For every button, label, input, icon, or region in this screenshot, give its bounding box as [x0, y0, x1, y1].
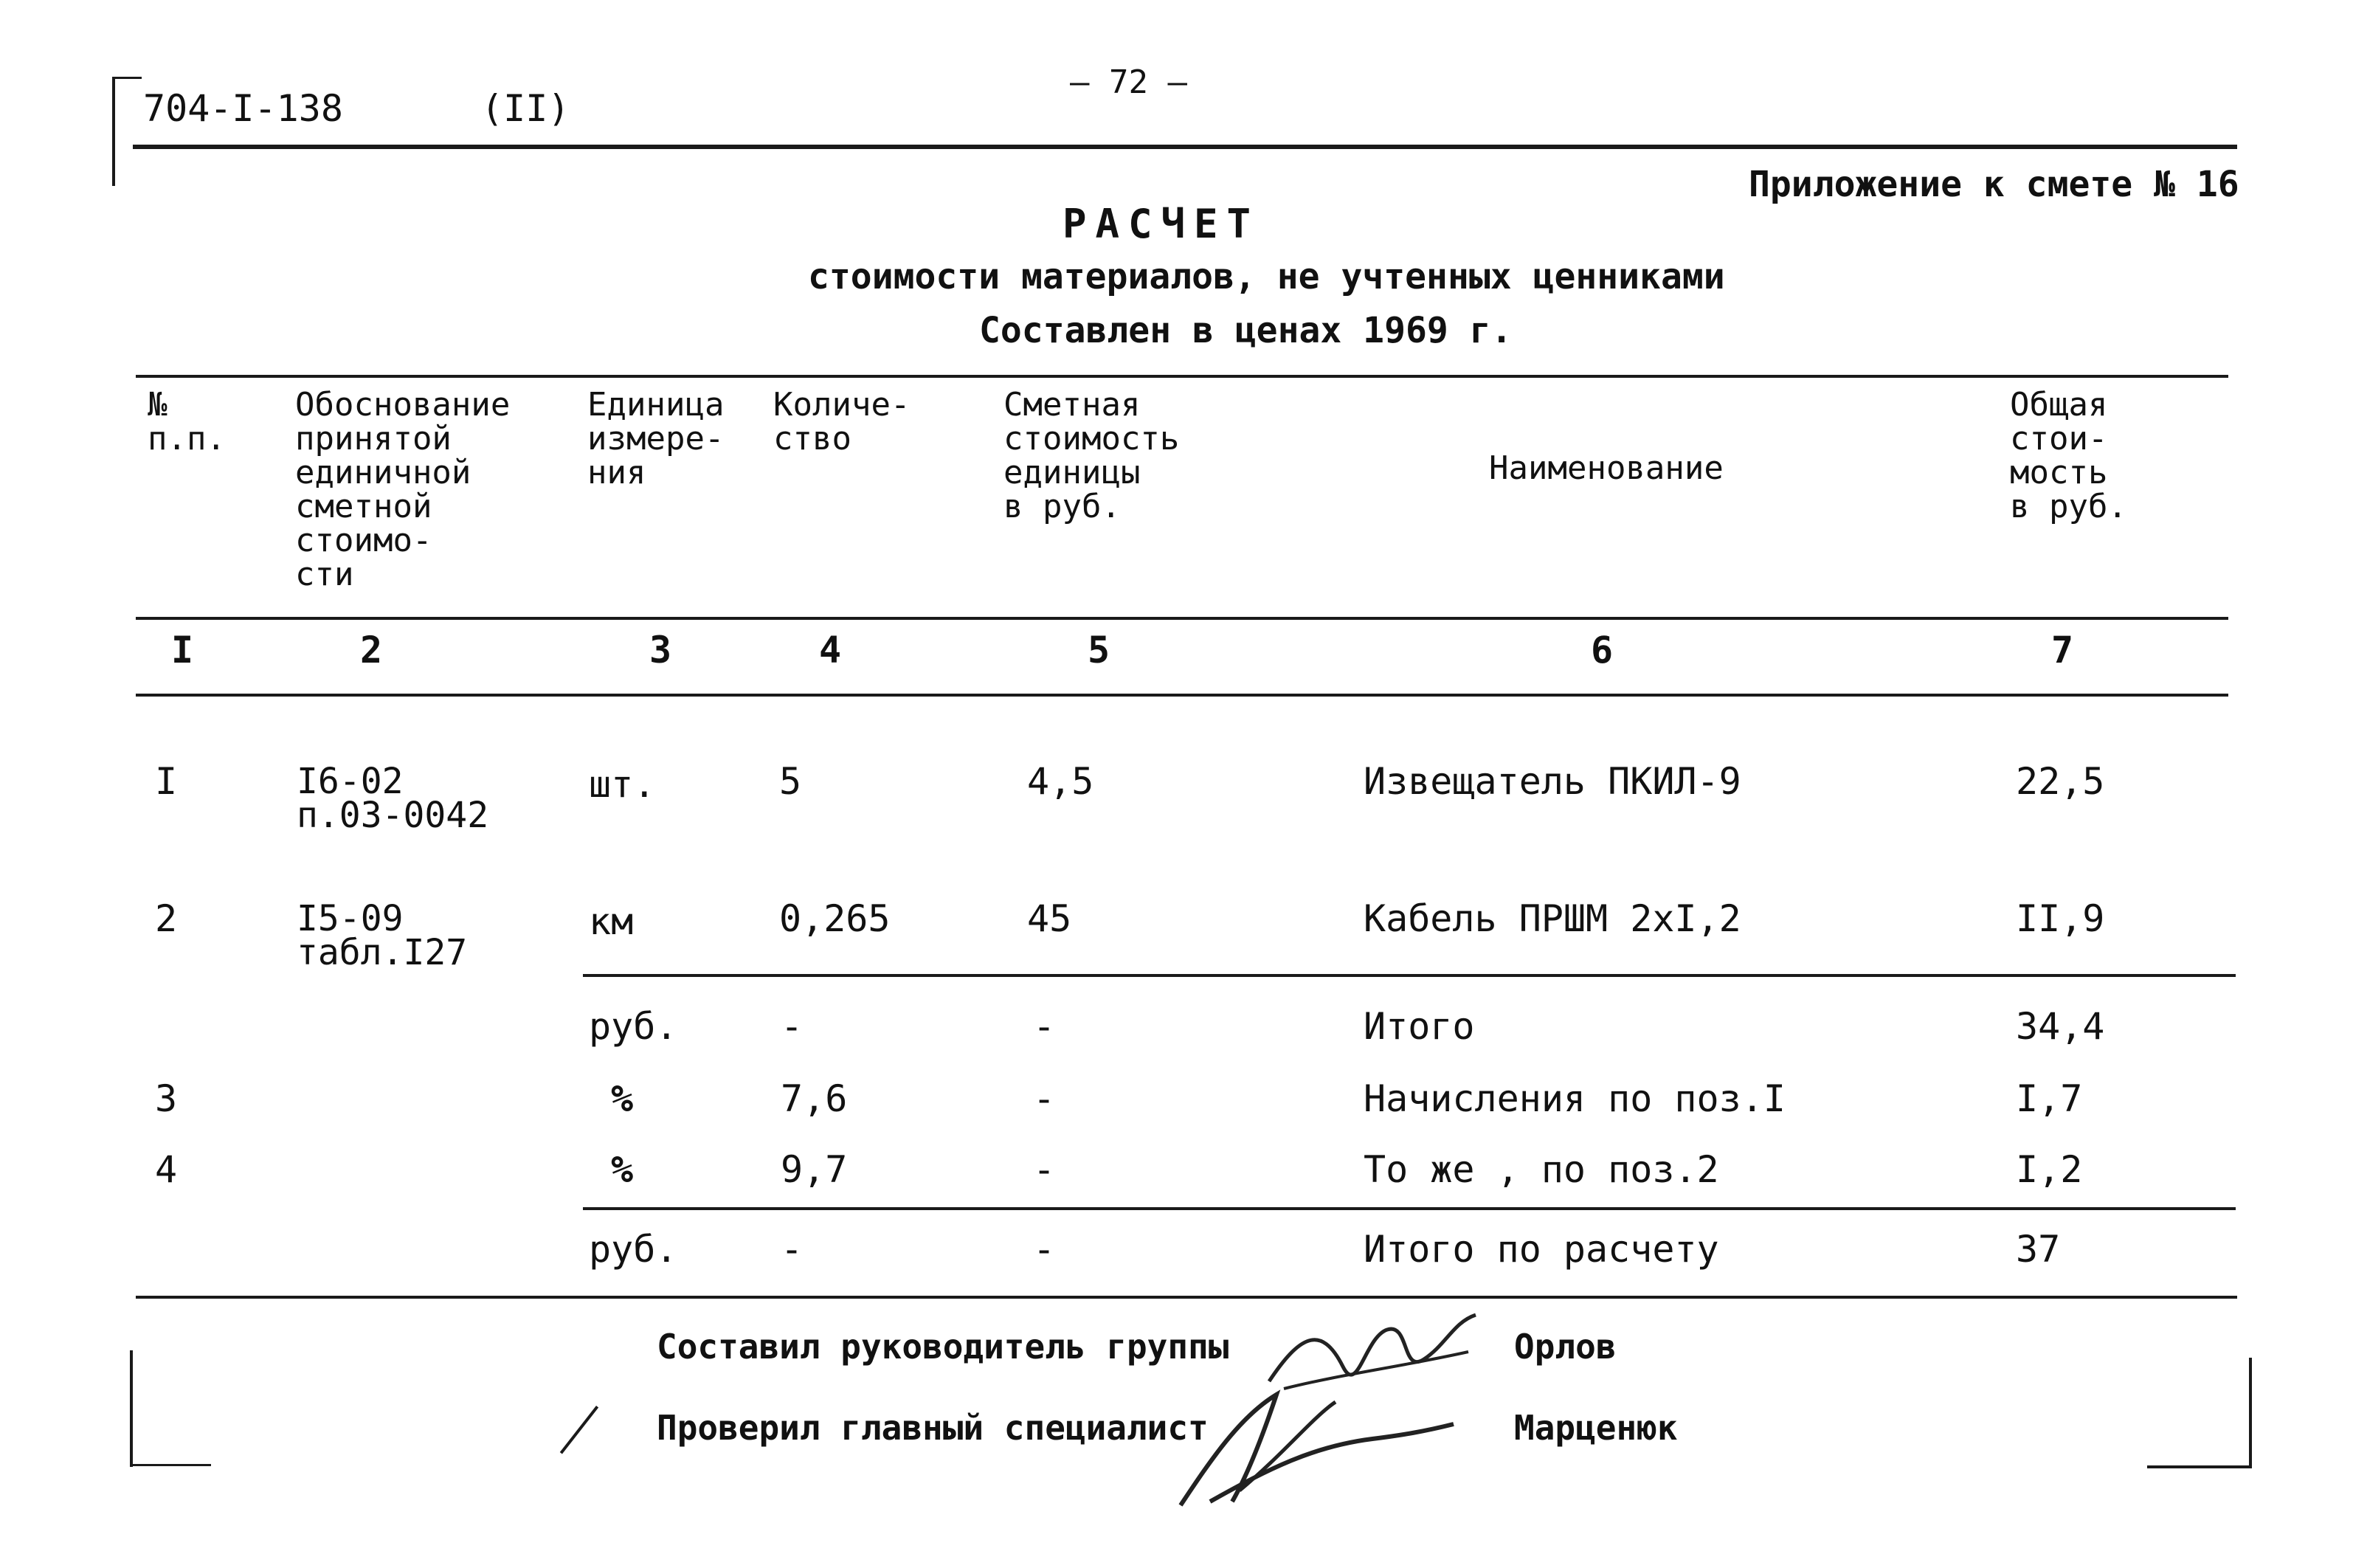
table-row-4-unit-cost: - — [1033, 1077, 1056, 1120]
appendix-label: Приложение к смете № 16 — [1749, 164, 2239, 205]
table-row-1-total: 22,5 — [2016, 760, 2105, 803]
table-row-6-name: Итого по расчету — [1364, 1228, 1719, 1271]
table-row-1-num: I — [155, 760, 178, 803]
corner-bracket-bottom-left — [130, 1350, 133, 1467]
table-row-6-unit: руб. — [589, 1228, 678, 1271]
column-header-quantity: Количе- ство — [773, 386, 911, 457]
column-header-unit-cost: Сметная стоимость единицы в руб. — [1003, 386, 1180, 525]
corner-bracket-bottom-right — [2249, 1358, 2252, 1468]
compiled-by-label: Составил руководитель группы — [657, 1327, 1229, 1367]
corner-bracket-bottom-left-h — [130, 1464, 211, 1466]
table-row-2-total: II,9 — [2016, 897, 2105, 940]
table-row-2-unit: км — [589, 900, 634, 943]
table-row-2-basis: I5-09 табл.I27 — [297, 898, 468, 973]
table-row-6-unit-cost: - — [1033, 1228, 1056, 1271]
total-rule — [583, 1207, 2236, 1210]
table-row-5-unit-cost: - — [1033, 1148, 1056, 1191]
corner-bracket-left — [112, 77, 115, 186]
table-row-4-unit: % — [611, 1077, 634, 1120]
table-row-1-name: Извещатель ПКИЛ-9 — [1364, 760, 1741, 803]
table-top-rule — [136, 375, 2228, 378]
header-bottom-rule — [136, 617, 2228, 620]
column-number-1: I — [171, 629, 194, 671]
table-row-1-unit-cost: 4,5 — [1027, 760, 1094, 803]
document-part: (II) — [481, 87, 570, 130]
table-row-3-qty: - — [781, 1005, 804, 1048]
column-number-3: 3 — [649, 629, 672, 671]
table-row-2-qty: 0,265 — [779, 897, 891, 940]
table-row-3-unit-cost: - — [1033, 1005, 1056, 1048]
table-row-3-name: Итого — [1364, 1005, 1475, 1048]
table-row-1-basis: I6-02 п.03-0042 — [297, 761, 489, 836]
table-row-1-unit: шт. — [589, 763, 656, 806]
column-numbers-rule — [136, 694, 2228, 697]
table-row-3-total: 34,4 — [2016, 1005, 2105, 1048]
signature-slash — [560, 1406, 598, 1454]
compiled-by-name: Орлов — [1514, 1327, 1617, 1367]
column-number-4: 4 — [819, 629, 842, 671]
table-row-5-name: То же , по поз.2 — [1364, 1148, 1719, 1191]
table-row-5-unit: % — [611, 1148, 634, 1191]
column-number-2: 2 — [360, 629, 383, 671]
table-row-5-total: I,2 — [2016, 1148, 2083, 1191]
table-row-2-unit-cost: 45 — [1027, 897, 1072, 940]
subtotal-rule — [583, 974, 2236, 977]
table-row-5-num: 4 — [155, 1148, 178, 1191]
table-row-5-qty: 9,7 — [781, 1148, 848, 1191]
prices-note: Составлен в ценах 1969 г. — [979, 310, 1513, 351]
table-row-6-total: 37 — [2016, 1228, 2061, 1271]
table-row-4-name: Начисления по поз.I — [1364, 1077, 1786, 1120]
checked-by-name: Марценюк — [1514, 1408, 1678, 1448]
column-header-name: Наименование — [1489, 449, 1724, 487]
column-header-number: № п.п. — [148, 386, 226, 457]
checked-by-label: Проверил главный специалист — [657, 1408, 1209, 1448]
column-number-7: 7 — [2051, 629, 2074, 671]
document-code: 704-I-138 — [143, 87, 343, 130]
table-row-3-unit: руб. — [589, 1005, 678, 1048]
column-number-5: 5 — [1088, 629, 1110, 671]
table-row-6-qty: - — [781, 1228, 804, 1271]
document-title: РАСЧЕТ — [1063, 201, 1260, 247]
corner-bracket-bottom-right-h — [2147, 1465, 2252, 1468]
corner-bracket-top — [112, 77, 142, 79]
header-rule — [133, 145, 2237, 149]
document-subtitle: стоимости материалов, не учтенных ценниками — [808, 256, 1725, 297]
column-header-basis: Обоснование принятой единичной сметной стоимо- сти — [295, 386, 511, 593]
table-row-2-name: Кабель ПРШМ 2хI,2 — [1364, 897, 1741, 940]
table-row-1-qty: 5 — [779, 760, 802, 803]
table-bottom-rule — [136, 1296, 2237, 1299]
table-row-4-num: 3 — [155, 1077, 178, 1120]
table-row-2-num: 2 — [155, 897, 178, 940]
page-number: — 72 — — [1070, 63, 1187, 101]
table-row-4-qty: 7,6 — [781, 1077, 848, 1120]
table-row-4-total: I,7 — [2016, 1077, 2083, 1120]
signature-scribble-2 — [1166, 1372, 1461, 1513]
column-header-total: Общая стои- мость в руб. — [2010, 386, 2127, 525]
column-header-unit: Единица измере- ния — [587, 386, 725, 491]
column-number-6: 6 — [1591, 629, 1614, 671]
